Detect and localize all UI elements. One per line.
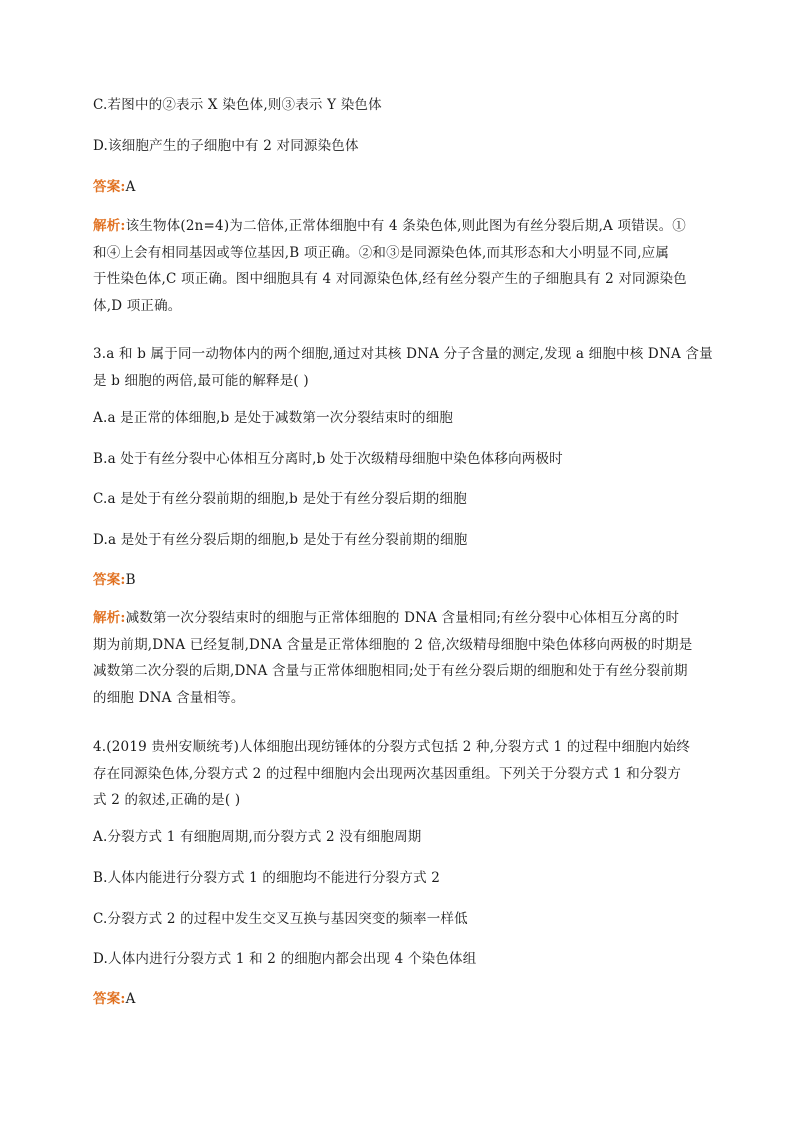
- q4-stem: [93, 734, 713, 814]
- q3-option-c: C.a 是处于有丝分裂前期的细胞,b 是处于有丝分裂后期的细胞: [93, 491, 467, 507]
- q4-option-b: B.人体内能进行分裂方式 1 的细胞均不能进行分裂方式 2: [93, 870, 441, 886]
- q2-analysis: [93, 213, 713, 319]
- q3-analysis-line: 解析:减数第一次分裂结束时的细胞与正常体细胞的 DNA 含量相同;有丝分裂中心体相互分离的时: [93, 610, 680, 626]
- q3-stem-line: 是 b 细胞的两倍,最可能的解释是( ): [93, 372, 309, 389]
- q2-answer: [93, 178, 713, 196]
- q2-analysis-line: 体,D 项正确。: [93, 297, 182, 314]
- q4-answer-label: 答案:: [93, 991, 126, 1007]
- q4-stem-line: 式 2 的叙述,正确的是( ): [93, 792, 241, 808]
- q4-stem-line: 4.(2019 贵州安顺统考)人体细胞出现纺锤体的分裂方式包括 2 种,分裂方式 1 的过程中细胞内始终: [93, 739, 691, 755]
- q4-option-d: D.人体内进行分裂方式 1 和 2 的细胞内都会出现 4 个染色体组: [93, 951, 477, 967]
- q2-option-c: C.若图中的②表示 X 染色体,则③表示 Y 染色体: [93, 97, 382, 113]
- q3-answer-value: B: [125, 572, 136, 588]
- q3-answer-label: 答案:: [93, 572, 126, 588]
- q3-analysis: [93, 605, 713, 711]
- q4-option-c: C.分裂方式 2 的过程中发生交叉互换与基因突变的频率一样低: [93, 911, 468, 927]
- q2-analysis-line: 于性染色体,C 项正确。图中细胞具有 4 对同源染色体,经有丝分裂产生的子细胞具有 2 对同源染色: [93, 271, 687, 287]
- q4-answer: [93, 990, 713, 1008]
- q3-option-d: D.a 是处于有丝分裂后期的细胞,b 是处于有丝分裂前期的细胞: [93, 532, 468, 548]
- q3-answer: [93, 571, 713, 589]
- q3-option-b: B.a 处于有丝分裂中心体相互分离时,b 处于次级精母细胞中染色体移向两极时: [93, 451, 563, 467]
- q3-analysis-line: 的细胞 DNA 含量相等。: [93, 689, 245, 706]
- q3-stem-line: 3.a 和 b 属于同一动物体内的两个细胞,通过对其核 DNA 分子含量的测定,发现 a 细胞中核 DNA 含量: [93, 346, 713, 362]
- q3-option-a: A.a 是正常的体细胞,b 是处于减数第一次分裂结束时的细胞: [93, 410, 454, 426]
- q2-analysis-label: 解析:: [93, 218, 126, 234]
- q2-answer-value: A: [125, 179, 136, 195]
- q4-answer-value: A: [125, 991, 136, 1007]
- q2-option-d: D.该细胞产生的子细胞中有 2 对同源染色体: [93, 138, 359, 154]
- q3-analysis-label: 解析:: [93, 610, 126, 626]
- q2-analysis-line: 解析:该生物体(2n=4)为二倍体,正常体细胞中有 4 条染色体,则此图为有丝分裂后期,A 项错误。①: [93, 218, 686, 234]
- q3-stem: [93, 341, 713, 394]
- q4-stem-line: 存在同源染色体,分裂方式 2 的过程中细胞内会出现两次基因重组。下列关于分裂方式 1 和分裂方: [93, 765, 682, 782]
- q2-answer-label: 答案:: [93, 179, 126, 195]
- q3-analysis-line: 期为前期,DNA 已经复制,DNA 含量是正常体细胞的 2 倍,次级精母细胞中染色体移向两极的时期是: [93, 636, 693, 653]
- q2-analysis-line: 和④上会有相同基因或等位基因,B 项正确。②和③是同源染色体,而其形态和大小明显不同,应属: [93, 244, 670, 261]
- q4-option-a: A.分裂方式 1 有细胞周期,而分裂方式 2 没有细胞周期: [93, 829, 422, 845]
- q3-analysis-line: 减数第二次分裂的后期,DNA 含量与正常体细胞相同;处于有丝分裂后期的细胞和处于有丝分裂前期: [93, 663, 688, 679]
